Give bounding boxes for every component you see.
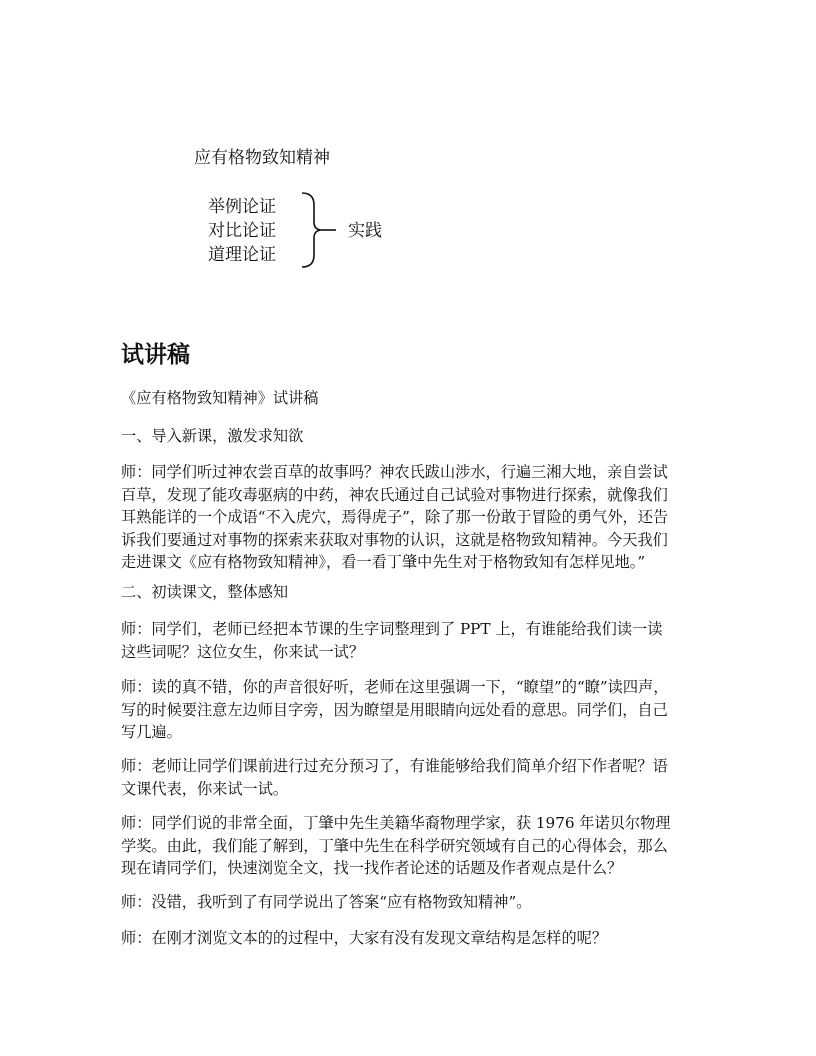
paragraph: 师：读的真不错，你的声音很好听，老师在这里强调一下，“瞭望”的“瞭”读四声， 写的时候要注意左边师目字旁，因为瞭望是用眼睛向远处看的意思。同学们，自己 写几遍。 [121,678,669,741]
section-one-heading: 一、导入新课，激发求知欲 [121,427,304,445]
paragraph: 师：没错，我听到了有同学说出了答案“应有格物致知精神”。 [121,893,532,911]
paragraph: 师：在刚才浏览文本的的过程中，大家有没有发现文章结构是怎样的呢？ [121,929,607,947]
diagram-title: 应有格物致知精神 [194,148,330,168]
method-example: 举例论证 [208,197,276,217]
method-reasoning: 道理论证 [208,245,276,265]
section-two-heading: 二、初读课文，整体感知 [121,583,289,601]
paragraph: 师：老师让同学们课前进行过充分预习了，有谁能够给我们简单介绍下作者呢？语 文课代表，你来试一试。 [121,757,668,798]
paragraph: 师：同学们，老师已经把本节课的生字词整理到了 PPT 上，有谁能给我们读一读 这些词呢？这位女生，你来试一试？ [121,620,663,661]
diagram-conclusion: 实践 [348,221,382,241]
paragraph: 师：同学们听过神农尝百草的故事吗？神农氏跋山涉水，行遍三湘大地，亲自尝试 百草，发现了能攻毒驱病的中药，神农氏通过自己试验对事物进行探索，就像我们 耳熟能详的一个成语“不入虎穴，焉得虎子”，除了那一份敢于冒险的勇气外，还告 诉我们要通过对事物的探索来获取对事物的认识，这就是格物致知精神。今天我们 走进课文《应有格物致知精神》，看一看丁肇中先生对于格物致知有怎样见地。” [121,463,669,571]
method-contrast: 对比论证 [208,221,276,241]
paragraph: 师：同学们说的非常全面，丁肇中先生美籍华裔物理学家，获 1976 年诺贝尔物理 学奖。由此，我们能了解到，丁肇中先生在科学研究领域有自己的心得体会，那么 现在请同学们，快速浏览全文，找一找作者论述的话题及作者观点是什么？ [121,814,671,877]
doc-title-line: 《应有格物致知精神》试讲稿 [121,389,319,407]
section-heading: 试讲稿 [121,342,190,368]
right-brace-icon [300,191,340,269]
